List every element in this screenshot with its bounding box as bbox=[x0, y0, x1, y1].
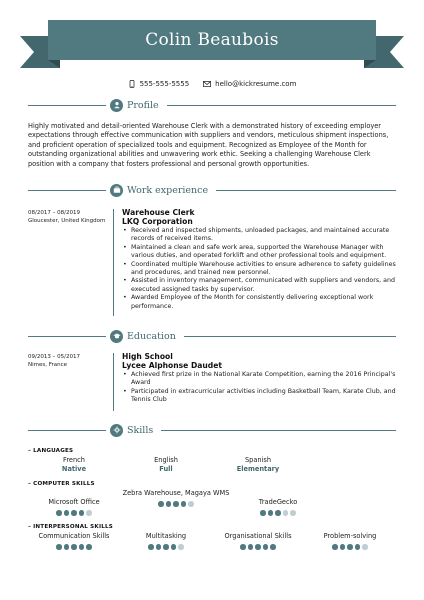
list-item: • Awarded Employee of the Month for consistently delivering exceptional work performance. bbox=[122, 294, 397, 311]
rating-dot-filled bbox=[86, 544, 92, 550]
interpersonal-skill-item bbox=[212, 532, 304, 550]
school-name: Lycee Alphonse Daudet bbox=[122, 361, 223, 370]
education-bullets bbox=[122, 371, 397, 405]
rating-dot-filled bbox=[260, 510, 266, 516]
divider bbox=[161, 430, 396, 431]
computer-skills-row bbox=[28, 489, 396, 516]
rating-dot-filled bbox=[79, 544, 85, 550]
experience-title: Work experience bbox=[127, 184, 209, 196]
language-item bbox=[28, 456, 120, 474]
rating-dot-empty bbox=[362, 544, 368, 550]
rating-dot-filled bbox=[255, 544, 261, 550]
language-level: Full bbox=[159, 465, 173, 473]
interpersonal-skills-row bbox=[28, 532, 396, 550]
skill-rating bbox=[304, 544, 396, 550]
rating-dot-filled bbox=[64, 510, 70, 516]
rating-dot-filled bbox=[56, 510, 62, 516]
divider bbox=[28, 105, 106, 106]
language-level: Native bbox=[61, 465, 87, 473]
rating-dot-empty bbox=[86, 510, 92, 516]
rating-dot-empty bbox=[283, 510, 289, 516]
divider bbox=[216, 190, 396, 191]
contact-email bbox=[203, 80, 296, 88]
rating-dot-filled bbox=[355, 544, 361, 550]
skill-name: Multitasking bbox=[145, 532, 187, 540]
interpersonal-skills-label: – INTERPERSONAL SKILLS bbox=[28, 524, 113, 530]
rating-dot-filled bbox=[270, 544, 276, 550]
language-item bbox=[120, 456, 212, 474]
list-item: • Maintained a clean and safe work area, supported the Warehouse Manager with various duties, and operated forklift and other professional tools and equipment. bbox=[122, 244, 397, 261]
skills-title: Skills bbox=[127, 424, 154, 436]
rating-dot-filled bbox=[248, 544, 254, 550]
rating-dot-empty bbox=[290, 510, 296, 516]
experience-location: Gloucester, United Kingdom bbox=[28, 218, 106, 224]
skill-name: Zebra Warehouse, Magaya WMS bbox=[122, 489, 230, 497]
divider bbox=[28, 336, 106, 337]
rating-dot-filled bbox=[71, 544, 77, 550]
divider bbox=[28, 190, 106, 191]
languages-row bbox=[28, 456, 396, 474]
list-item: • Received and inspected shipments, unloaded packages, and maintained accurate records of received items. bbox=[122, 227, 397, 244]
education-dates: 09/2013 – 05/2017 bbox=[28, 354, 80, 360]
language-name: French bbox=[63, 456, 85, 464]
rating-dot-filled bbox=[181, 501, 187, 507]
divider bbox=[184, 336, 396, 337]
rating-dot-filled bbox=[340, 544, 346, 550]
list-item: • Achieved first prize in the National Karate Competition, earning the 2016 Principal's Award bbox=[122, 371, 397, 388]
rating-dot-empty bbox=[178, 544, 184, 550]
person-icon bbox=[110, 99, 123, 112]
skill-rating bbox=[212, 544, 304, 550]
profile-summary: Highly motivated and detail-oriented Warehouse Clerk with a demonstrated history of exceeding employer expectations through effective communication with suppliers and vendors, meticulous shipment inspections, and proficient operation of specialized tools and equipment. Recognized as Employee of the Month for outstanding organizational abilities and unwavering work ethic. Seeking a challenging Warehouse Clerk position with a company that fosters professional and personal growth opportunities. bbox=[28, 122, 389, 168]
education-entry bbox=[122, 352, 397, 405]
contact-info bbox=[0, 80, 424, 88]
language-name: Spanish bbox=[244, 456, 272, 464]
skills-section-header bbox=[28, 423, 396, 437]
computer-skill-item bbox=[28, 489, 120, 516]
skill-rating bbox=[120, 544, 212, 550]
skill-name: Microsoft Office bbox=[48, 498, 100, 506]
email-icon bbox=[203, 80, 211, 88]
experience-section-header bbox=[28, 183, 396, 197]
rating-dot-filled bbox=[166, 501, 172, 507]
interpersonal-skill-item bbox=[304, 532, 396, 550]
candidate-name: Colin Beaubois bbox=[145, 30, 279, 50]
profile-section-header bbox=[28, 98, 396, 112]
language-name: English bbox=[154, 456, 178, 464]
education-section-header bbox=[28, 329, 396, 343]
timeline-line bbox=[113, 209, 114, 316]
education-title: Education bbox=[127, 330, 176, 342]
contact-phone bbox=[128, 80, 190, 88]
experience-entry bbox=[122, 208, 397, 311]
interpersonal-skill-item bbox=[120, 532, 212, 550]
list-item: • Coordinated multiple Warehouse activities to ensure adherence to safety guidelines and procedures, and trained new personnel. bbox=[122, 261, 397, 278]
graduation-cap-icon bbox=[110, 330, 123, 343]
skill-name: Organisational Skills bbox=[224, 532, 292, 540]
rating-dot-filled bbox=[79, 510, 85, 516]
rating-dot-filled bbox=[71, 510, 77, 516]
divider bbox=[28, 430, 106, 431]
computer-skill-item bbox=[120, 489, 232, 516]
rating-dot-filled bbox=[347, 544, 353, 550]
phone-number: 555-555-5555 bbox=[139, 80, 190, 88]
skills-icon bbox=[110, 424, 123, 437]
list-item: • Participated in extracurricular activities including Basketball Team, Karate Club, and Tennis Club bbox=[122, 388, 397, 405]
rating-dot-filled bbox=[263, 544, 269, 550]
language-item bbox=[212, 456, 304, 474]
company-name: LKQ Corporation bbox=[122, 217, 193, 226]
timeline-line bbox=[113, 353, 114, 411]
rating-dot-filled bbox=[240, 544, 246, 550]
rating-dot-empty bbox=[188, 501, 194, 507]
rating-dot-filled bbox=[148, 544, 154, 550]
skill-name: TradeGecko bbox=[258, 498, 298, 506]
skill-rating bbox=[28, 544, 120, 550]
job-title: Warehouse Clerk bbox=[122, 208, 195, 217]
education-location: Nimes, France bbox=[28, 362, 68, 368]
name-banner bbox=[48, 20, 376, 60]
rating-dot-filled bbox=[171, 544, 177, 550]
phone-icon bbox=[128, 80, 136, 88]
experience-bullets bbox=[122, 227, 397, 311]
degree: High School bbox=[122, 352, 173, 361]
rating-dot-filled bbox=[64, 544, 70, 550]
interpersonal-skill-item bbox=[28, 532, 120, 550]
rating-dot-filled bbox=[158, 501, 164, 507]
skill-name: Problem-solving bbox=[323, 532, 377, 540]
skill-rating bbox=[28, 510, 120, 516]
email-address: hello@kickresume.com bbox=[215, 80, 297, 88]
computer-skills-label: – COMPUTER SKILLS bbox=[28, 481, 95, 487]
experience-dates: 08/2017 – 08/2019 bbox=[28, 210, 80, 216]
profile-title: Profile bbox=[127, 99, 159, 111]
rating-dot-filled bbox=[275, 510, 281, 516]
list-item: • Assisted in inventory management, communicated with suppliers and vendors, and executed assigned tasks by supervisor. bbox=[122, 277, 397, 294]
rating-dot-filled bbox=[268, 510, 274, 516]
languages-label: – LANGUAGES bbox=[28, 448, 74, 454]
skill-name: Communication Skills bbox=[38, 532, 110, 540]
rating-dot-filled bbox=[156, 544, 162, 550]
rating-dot-filled bbox=[332, 544, 338, 550]
experience-meta bbox=[28, 209, 112, 225]
divider bbox=[167, 105, 396, 106]
rating-dot-filled bbox=[163, 544, 169, 550]
skill-rating bbox=[120, 501, 232, 507]
briefcase-icon bbox=[110, 184, 123, 197]
education-meta bbox=[28, 353, 112, 369]
rating-dot-filled bbox=[173, 501, 179, 507]
rating-dot-filled bbox=[56, 544, 62, 550]
skill-rating bbox=[232, 510, 324, 516]
computer-skill-item bbox=[232, 489, 324, 516]
language-level: Elementary bbox=[236, 465, 280, 473]
